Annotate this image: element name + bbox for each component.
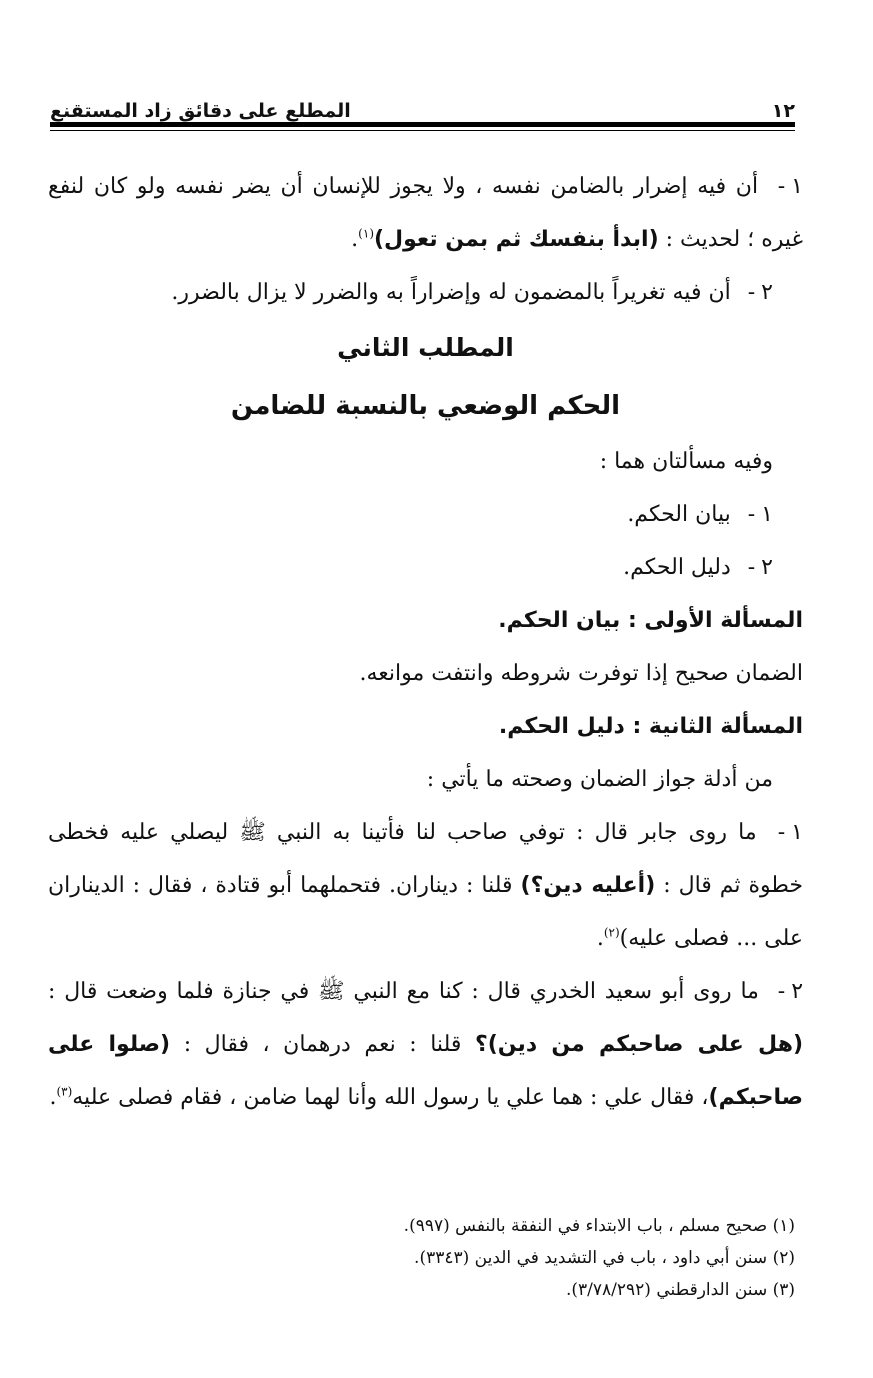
issue-list-item-2: ٢- دليل الحكم. — [48, 541, 803, 594]
issue2-title: المسألة الثانية : دليل الحكم. — [498, 714, 803, 739]
period: . — [596, 926, 604, 951]
evidence-text: ما روى جابر قال : توفي صاحب لنا فأتينا به النبي ﷺ ليصلي عليه فخطى خطوة ثم قال : — [48, 820, 803, 898]
issue-list-item-1: ١- بيان الحكم. — [48, 488, 803, 541]
item-text: أن فيه إضرار بالضامن نفسه ، ولا يجوز للإنسان أن يضر نفسه ولو كان لنفع غيره ؛ لحديث : — [48, 174, 803, 252]
intro-item-1: ١- أن فيه إضرار بالضامن نفسه ، ولا يجوز للإنسان أن يضر نفسه ولو كان لنفع غيره ؛ لحديث : (ابدأ بنفسك ثم بمن تعول)$^{(١)}$. — [48, 160, 803, 266]
hadith-quote: (ابدأ بنفسك ثم بمن تعول) — [374, 227, 659, 252]
footnotes — [260, 1210, 795, 1306]
item-number: ١ — [791, 174, 803, 199]
evidence-item-1: ١- ما روى جابر قال : توفي صاحب لنا فأتينا به النبي ﷺ ليصلي عليه فخطى خطوة ثم قال : (أعليه دين؟) قلنا : ديناران. فتحملهما أبو قتادة ، فقال : الديناران على ... فصلى عليه)$^{(٢)}$. — [48, 806, 803, 965]
footnote-ref: (١) — [358, 226, 374, 241]
hadith-quote: (هل على صاحبكم من دين)؟ — [474, 1032, 804, 1057]
period: . — [351, 227, 359, 252]
evidence-text: ، فقال علي : هما علي يا رسول الله وأنا لهما ضامن ، فقام فصلى عليه — [72, 1085, 709, 1110]
footnote-2: (٢) سنن أبي داود ، باب في التشديد في الدين (٣٣٤٣). — [414, 1248, 795, 1268]
footnote-ref: (٢) — [603, 925, 620, 940]
issue1-body: الضمان صحيح إذا توفرت شروطه وانتفت موانعه. — [359, 661, 803, 686]
item-number: ٢ — [761, 280, 773, 305]
item-text: دليل الحكم. — [623, 555, 731, 580]
page-content — [48, 160, 803, 1124]
hadith-quote: (أعليه دين؟) — [520, 873, 656, 898]
item-text: بيان الحكم. — [627, 502, 731, 527]
item-text: أن فيه تغريراً بالمضمون له وإضراراً به والضرر لا يزال بالضرر. — [171, 280, 731, 305]
evidence-text: ما روى أبو سعيد الخدري قال : كنا مع النبي ﷺ في جنازة فلما وضعت قال : — [48, 979, 759, 1004]
book-title: المطلع على دقائق زاد المستقنع — [50, 100, 351, 122]
section-subtitle: الحكم الوضعي بالنسبة للضامن — [230, 391, 621, 421]
running-header — [50, 82, 795, 122]
period: . — [49, 1085, 57, 1110]
intro-item-2: ٢- أن فيه تغريراً بالمضمون له وإضراراً به والضرر لا يزال بالضرر. — [48, 266, 803, 319]
evidence-item-2: ٢- ما روى أبو سعيد الخدري قال : كنا مع النبي ﷺ في جنازة فلما وضعت قال : (هل على صاحبكم من دين)؟ قلنا : نعم درهمان ، فقال : (صلوا على صاحبكم)، فقال علي : هما علي يا رسول الله وأنا لهما ضامن ، فقام فصلى عليه$^{(٣)}$. — [48, 965, 803, 1124]
issue2-intro: من أدلة جواز الضمان وصحته ما يأتي : — [426, 767, 773, 792]
item-number: ١ — [761, 502, 773, 527]
page-number: ١٢ — [771, 100, 795, 122]
evidence-text: قلنا : نعم درهمان ، فقال : — [183, 1032, 462, 1057]
footnote-1: (١) صحيح مسلم ، باب الابتداء في النفقة بالنفس (٩٩٧). — [403, 1216, 795, 1236]
item-number: ٢ — [761, 555, 773, 580]
issue1-title: المسألة الأولى : بيان الحكم. — [498, 608, 803, 633]
footnote-ref: (٣) — [56, 1084, 73, 1099]
item-number: ١ — [791, 820, 803, 845]
evidence-text: قلنا : ديناران. فتحملهما أبو قتادة ، فقال : الديناران على ... فصلى عليه) — [48, 873, 803, 951]
header-rule-thick — [50, 122, 795, 127]
hadith-quote: (صلوا على صاحبكم) — [48, 1032, 803, 1110]
section-title: المطلب الثاني — [337, 333, 514, 362]
header-rule-thin — [50, 130, 795, 131]
item-number: ٢ — [791, 979, 804, 1004]
issues-intro: وفيه مسألتان هما : — [599, 449, 773, 474]
footnote-3: (٣) سنن الدارقطني (٣/٧٨/٢٩٢). — [566, 1280, 795, 1300]
